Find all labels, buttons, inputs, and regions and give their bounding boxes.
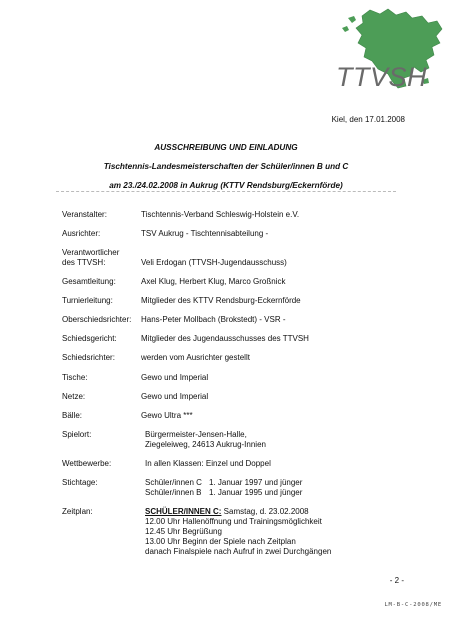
netze-value: Gewo und Imperial bbox=[141, 392, 209, 401]
page-number: - 2 - bbox=[389, 576, 404, 585]
document-subheading: Tischtennis-Landesmeisterschaften der Schüler/innen B und C bbox=[103, 162, 349, 171]
document-heading: AUSSCHREIBUNG UND EINLADUNG bbox=[154, 143, 298, 152]
spielort-address: Ziegeleiweg, 24613 Aukrug-Innien bbox=[145, 440, 266, 449]
zeitplan-line-1: 12.00 Uhr Hallenöffnung und Trainingsmöglichkeit bbox=[145, 517, 322, 526]
zeitplan-line-2: 12.45 Uhr Begrüßung bbox=[145, 527, 222, 536]
stichtag-row-b bbox=[145, 488, 302, 498]
schiedsgericht-value: Mitglieder des Jugendausschusses des TTVSH bbox=[141, 334, 309, 343]
tische-label: Tische: bbox=[62, 373, 88, 382]
verantwortlicher-value: Veli Erdogan (TTVSH-Jugendausschuss) bbox=[141, 258, 287, 267]
spielort-label: Spielort: bbox=[62, 430, 92, 439]
ttvsh-logo bbox=[318, 6, 446, 98]
schiedsrichter-value: werden vom Ausrichter gestellt bbox=[141, 353, 250, 362]
veranstalter-label: Veranstalter: bbox=[62, 210, 107, 219]
stichtag-class-b: Schüler/innen B bbox=[145, 488, 202, 497]
zeitplan-class-heading: SCHÜLER/INNEN C: bbox=[145, 507, 222, 516]
zeitplan-line-4: danach Finalspiele nach Aufruf in zwei Durchgängen bbox=[145, 547, 332, 556]
stichtag-date-b: 1. Januar 1995 und jünger bbox=[209, 488, 303, 497]
zeitplan-heading bbox=[145, 507, 309, 517]
zeitplan-day: Samstag, d. 23.02.2008 bbox=[221, 507, 309, 516]
schiedsrichter-label: Schiedsrichter: bbox=[62, 353, 115, 362]
turnierleitung-label: Turnierleitung: bbox=[62, 296, 113, 305]
baelle-value: Gewo Ultra *** bbox=[141, 411, 193, 420]
turnierleitung-value: Mitglieder des KTTV Rendsburg-Eckernförde bbox=[141, 296, 301, 305]
ausrichter-label: Ausrichter: bbox=[62, 229, 101, 238]
wettbewerbe-value: In allen Klassen: Einzel und Doppel bbox=[145, 459, 271, 468]
verantwortlicher-label-2: des TTVSH: bbox=[62, 258, 106, 267]
netze-label: Netze: bbox=[62, 392, 86, 401]
schiedsgericht-label: Schiedsgericht: bbox=[62, 334, 117, 343]
stichtage-label: Stichtage: bbox=[62, 478, 98, 487]
stichtag-row-c bbox=[145, 478, 302, 488]
event-date-location: am 23./24.02.2008 in Aukrug (KTTV Rendsburg/Eckernförde) bbox=[109, 181, 343, 190]
stichtag-date-c: 1. Januar 1997 und jünger bbox=[209, 478, 303, 487]
baelle-label: Bälle: bbox=[62, 411, 83, 420]
gesamtleitung-label: Gesamtleitung: bbox=[62, 277, 116, 286]
document-date: Kiel, den 17.01.2008 bbox=[331, 115, 405, 124]
stichtag-class-c: Schüler/innen C bbox=[145, 478, 202, 487]
zeitplan-label: Zeitplan: bbox=[62, 507, 93, 516]
oberschiedsrichter-label: Oberschiedsrichter: bbox=[62, 315, 132, 324]
footer-code: LM-B-C-2008/ME bbox=[384, 602, 442, 608]
logo-text: TTVSH bbox=[336, 62, 428, 92]
zeitplan-line-3: 13.00 Uhr Beginn der Spiele nach Zeitplan bbox=[145, 537, 296, 546]
ausrichter-value: TSV Aukrug - Tischtennisabteilung - bbox=[141, 229, 269, 238]
veranstalter-value: Tischtennis-Verband Schleswig-Holstein e.V. bbox=[141, 210, 300, 219]
spielort-value: Bürgermeister-Jensen-Halle, bbox=[145, 430, 247, 439]
tische-value: Gewo und Imperial bbox=[141, 373, 209, 382]
wettbewerbe-label: Wettbewerbe: bbox=[62, 459, 112, 468]
gesamtleitung-value: Axel Klug, Herbert Klug, Marco Großnick bbox=[141, 277, 286, 286]
oberschiedsrichter-value: Hans-Peter Mollbach (Brokstedt) - VSR - bbox=[141, 315, 286, 324]
verantwortlicher-label: Verantwortlicher bbox=[62, 248, 120, 257]
divider bbox=[56, 191, 396, 192]
